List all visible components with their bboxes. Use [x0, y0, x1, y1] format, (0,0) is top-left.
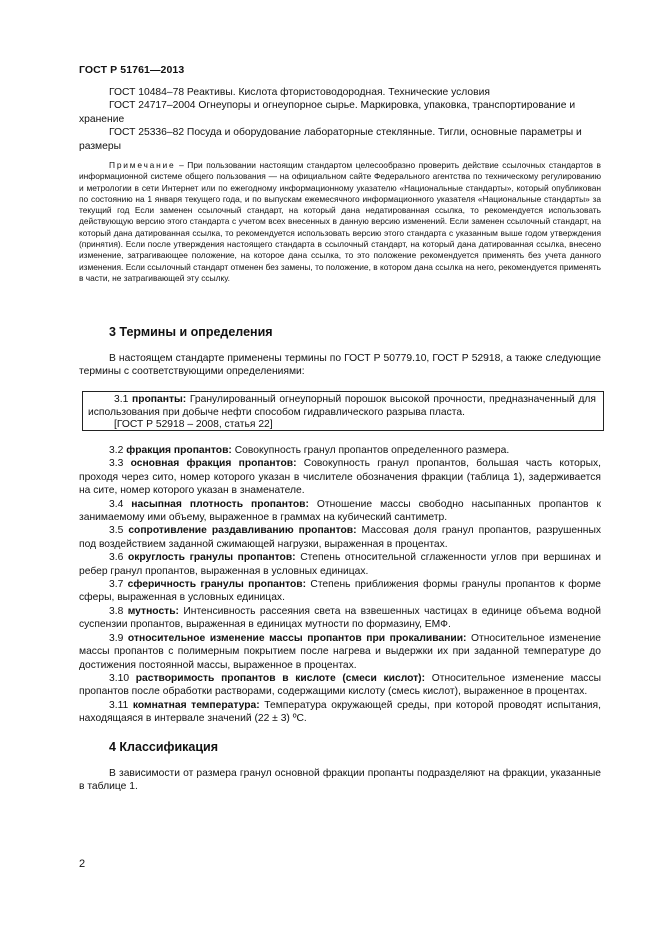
- definition-item: 3.7 сферичность гранулы пропантов: Степень приближения формы гранулы пропантов к форме сферы, выраженная в условных единицах.: [79, 579, 601, 604]
- section-3-intro: В настоящем стандарте применены термины по ГОСТ Р 50779.10, ГОСТ Р 52918, а также следующие термины с соответствующими определениями:: [79, 353, 601, 378]
- definition-item: 3.6 округлость гранулы пропантов: Степень относительной сглаженности углов при вершинах и ребер гранул пропантов, выраженная в условных единицах.: [79, 552, 601, 577]
- normative-references: [79, 86, 601, 153]
- definition-item: 3.11 комнатная температура: Температура окружающей среды, при которой проводят испытания, находящаяся в интервале значений (22 ± 3) ºС.: [79, 699, 601, 725]
- definition-item: 3.10 растворимость пропантов в кислоте (смеси кислот): Относительное изменение массы пропантов после обработки растворами, содержащими кислоту (смесь кислот), выраженное в процентах.: [79, 672, 601, 698]
- reference-item: ГОСТ 10484–78 Реактивы. Кислота фтористоводородная. Технические условия: [109, 87, 490, 98]
- note-text: – При пользовании настоящим стандартом целесообразно проверить действие ссылочных стандартов в информационной системе общего пользования — на официальном сайте Федерального агентства по техническому регулированию и метрологии в сети Интернет или по ежегодному информационному указателю «Национальные стандарты», который опубликован по состоянию на 1 января текущего года, и по выпускам ежемесячного информационного указателя «Национальные стандарты» за текущий год Если заменен ссылочный стандарт, на который дана недатированная ссылка, то рекомендуется использовать действующую версию этого стандарта с учетом всех внесенных в данную версию изменений. Если заменен ссылочный стандарт, на который дана датированная ссылка, то рекомендуется использовать версию этого стандарта с указанным выше годом утверждения (принятия). Если после утверждения настоящего стандарта в ссылочный стандарт, на который дана датированная ссылка, внесено изменение, затрагивающее положение, на которое дана ссылка, то это положение рекомендуется применять без учета данного изменения. Если ссылочный стандарт отменен без замены, то положение, в котором дана ссылка на него, рекомендуется применять в части, не затрагивающей эту ссылку.: [79, 160, 601, 283]
- page-number: 2: [79, 858, 86, 870]
- references-note: [79, 160, 601, 284]
- term-title: пропанты:: [131, 394, 187, 405]
- reference-item: ГОСТ 24717–2004 Огнеупоры и огнеупорное сырье. Маркировка, упаковка, транспортирование и хранение: [79, 100, 576, 125]
- term-number: 3.1: [114, 394, 129, 405]
- section-4-text: В зависимости от размера гранул основной фракции пропанты подразделяют на фракции, указанные в таблице 1.: [79, 768, 601, 793]
- document-header: ГОСТ Р 51761—2013: [79, 64, 185, 76]
- section-3-heading: 3 Термины и определения: [109, 325, 273, 339]
- definition-item: 3.4 насыпная плотность пропантов: Отношение массы свободно насыпанных пропантов к занимаемому ими объему, выраженное в граммах на кубический сантиметр.: [79, 498, 601, 524]
- term-box-3-1: [82, 391, 604, 431]
- definition-item: 3.3 основная фракция пропантов: Совокупность гранул пропантов, большая часть которых, проходя через сито, номер которого указан в числителе обозначения фракции (таблица 1), задерживается на сите, номер которого указан в знаменателе.: [79, 458, 601, 497]
- definition-item: 3.9 относительное изменение массы пропантов при прокаливании: Относительное изменение массы пропантов с полимерным покрытием после нагрева и выдержки их при заданной температуре до достижения постоянной массы, выраженное в процентах.: [79, 632, 601, 671]
- note-label: Примечание: [109, 160, 176, 170]
- definition-item: 3.5 сопротивление раздавливанию пропантов: Массовая доля гранул пропантов, разрушенных под воздействием заданной сжимающей нагрузки, выраженная в процентах.: [79, 525, 601, 550]
- definition-item: 3.2 фракция пропантов: Совокупность гранул пропантов определенного размера.: [109, 445, 510, 456]
- reference-item: ГОСТ 25336–82 Посуда и оборудование лабораторные стеклянные. Тигли, основные параметры и размеры: [79, 127, 582, 152]
- definition-item: 3.8 мутность: Интенсивность рассеяния света на взвешенных частицах в единице объема водной суспензии пропантов, выраженная в единицах мутности по формазину, ЕМФ.: [79, 605, 601, 631]
- section-4-heading: 4 Классификация: [109, 740, 219, 754]
- term-text: Гранулированный огнеупорный порошок высокой прочности, предназначенный для использования при добыче нефти способом гидравлического разрыва пласта.: [88, 394, 596, 418]
- definitions-list: [79, 444, 601, 726]
- term-source: [ГОСТ Р 52918 – 2008, статья 22]: [114, 419, 273, 431]
